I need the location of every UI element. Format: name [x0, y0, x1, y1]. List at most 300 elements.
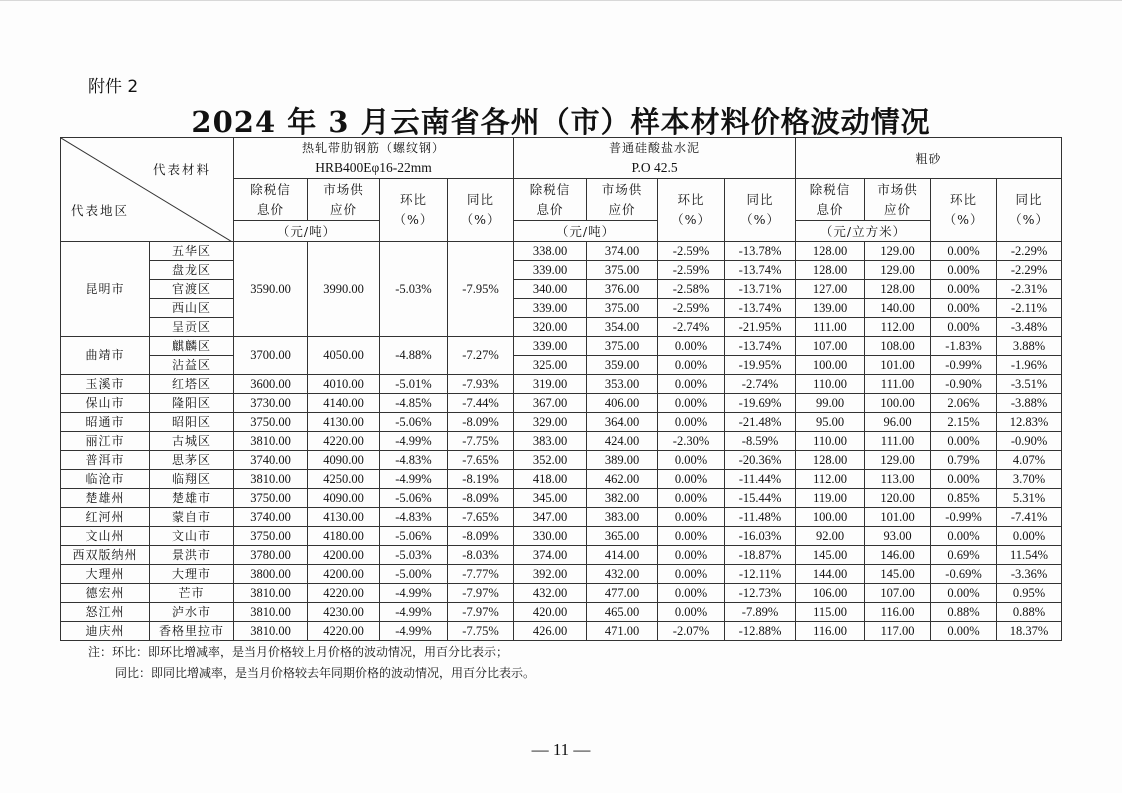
district-cell: 红塔区	[150, 375, 234, 394]
cement-value-cell: 375.00	[587, 261, 658, 280]
steel-value-cell: -8.09%	[448, 413, 514, 432]
cement-value-cell: 319.00	[514, 375, 587, 394]
cement-value-cell: -13.74%	[725, 299, 796, 318]
cement-value-cell: 414.00	[587, 546, 658, 565]
steel-market-price-header: 市场供 应价	[308, 179, 380, 221]
steel-value-cell: -7.93%	[448, 375, 514, 394]
sand-value-cell: 100.00	[865, 394, 931, 413]
district-cell: 文山市	[150, 527, 234, 546]
sand-value-cell: 0.00%	[931, 432, 997, 451]
city-cell: 昆明市	[61, 242, 150, 337]
steel-value-cell: -8.03%	[448, 546, 514, 565]
table-row	[61, 527, 1062, 546]
city-cell: 玉溪市	[61, 375, 150, 394]
sand-value-cell: 0.85%	[931, 489, 997, 508]
steel-value-cell: 3750.00	[234, 413, 308, 432]
table-row	[61, 413, 1062, 432]
sand-yoy-header: 同比 （%）	[997, 179, 1062, 242]
steel-value-cell: -4.85%	[380, 394, 448, 413]
sand-value-cell: 0.00%	[931, 622, 997, 641]
table-row	[61, 242, 1062, 261]
sand-value-cell: 129.00	[865, 451, 931, 470]
sand-value-cell: 111.00	[865, 432, 931, 451]
steel-value-cell: -5.06%	[380, 527, 448, 546]
sand-value-cell: 116.00	[865, 603, 931, 622]
cement-value-cell: -20.36%	[725, 451, 796, 470]
cement-value-cell: -13.74%	[725, 337, 796, 356]
district-cell: 蒙自市	[150, 508, 234, 527]
sand-value-cell: 0.88%	[997, 603, 1062, 622]
steel-value-cell: -5.01%	[380, 375, 448, 394]
sand-value-cell: 0.00%	[931, 318, 997, 337]
cement-value-cell: 432.00	[587, 565, 658, 584]
sand-value-cell: 11.54%	[997, 546, 1062, 565]
cement-value-cell: 0.00%	[658, 527, 725, 546]
district-cell: 楚雄市	[150, 489, 234, 508]
sand-value-cell: 101.00	[865, 508, 931, 527]
sand-value-cell: 96.00	[865, 413, 931, 432]
cement-value-cell: -2.59%	[658, 242, 725, 261]
steel-value-cell: -5.06%	[380, 413, 448, 432]
city-cell: 曲靖市	[61, 337, 150, 375]
cement-value-cell: 382.00	[587, 489, 658, 508]
note-mom: 注：环比：即环比增减率，是当月价格较上月价格的波动情况，用百分比表示；	[88, 645, 509, 659]
steel-value-cell: 3730.00	[234, 394, 308, 413]
cement-value-cell: -18.87%	[725, 546, 796, 565]
steel-value-cell: 3810.00	[234, 603, 308, 622]
material-header-steel: 热轧带肋钢筋（螺纹钢） HRB400Eφ16-22mm	[234, 138, 514, 179]
city-cell: 大理州	[61, 565, 150, 584]
steel-value-cell: 3740.00	[234, 508, 308, 527]
steel-mom-header: 环比 （%）	[380, 179, 448, 242]
steel-tax-price-header: 除税信 息价	[234, 179, 308, 221]
cement-value-cell: 0.00%	[658, 375, 725, 394]
steel-value-cell: 3810.00	[234, 584, 308, 603]
sand-value-cell: 93.00	[865, 527, 931, 546]
sand-mom-header: 环比 （%）	[931, 179, 997, 242]
cement-value-cell: 465.00	[587, 603, 658, 622]
table-row	[61, 489, 1062, 508]
cement-value-cell: 0.00%	[658, 394, 725, 413]
cement-value-cell: 406.00	[587, 394, 658, 413]
table-row	[61, 508, 1062, 527]
cement-value-cell: 420.00	[514, 603, 587, 622]
steel-value-cell: 3750.00	[234, 489, 308, 508]
steel-value-cell: -7.75%	[448, 432, 514, 451]
steel-value-cell: -7.97%	[448, 603, 514, 622]
sand-value-cell: 129.00	[865, 261, 931, 280]
city-cell: 昭通市	[61, 413, 150, 432]
attachment-label: 附件 2	[88, 77, 139, 97]
district-cell: 五华区	[150, 242, 234, 261]
cement-value-cell: -12.88%	[725, 622, 796, 641]
district-cell: 隆阳区	[150, 394, 234, 413]
sand-value-cell: 92.00	[796, 527, 865, 546]
sand-value-cell: 145.00	[865, 565, 931, 584]
district-cell: 香格里拉市	[150, 622, 234, 641]
city-cell: 楚雄州	[61, 489, 150, 508]
district-cell: 盘龙区	[150, 261, 234, 280]
cement-value-cell: 418.00	[514, 470, 587, 489]
table-row	[61, 546, 1062, 565]
sand-value-cell: 127.00	[796, 280, 865, 299]
rep-material-label: 代表材料	[152, 162, 211, 177]
district-cell: 麒麟区	[150, 337, 234, 356]
cement-value-cell: 0.00%	[658, 584, 725, 603]
sand-value-cell: 0.00%	[931, 584, 997, 603]
sand-value-cell: 107.00	[865, 584, 931, 603]
sand-value-cell: 0.79%	[931, 451, 997, 470]
table-row	[61, 356, 1062, 375]
steel-value-cell: 4230.00	[308, 603, 380, 622]
cement-value-cell: 359.00	[587, 356, 658, 375]
cement-value-cell: -11.44%	[725, 470, 796, 489]
sand-value-cell: 140.00	[865, 299, 931, 318]
steel-value-cell: 3810.00	[234, 432, 308, 451]
cement-value-cell: 339.00	[514, 299, 587, 318]
cement-value-cell: -13.71%	[725, 280, 796, 299]
corner-header	[61, 138, 234, 242]
sand-value-cell: -2.29%	[997, 261, 1062, 280]
cement-value-cell: 320.00	[514, 318, 587, 337]
sand-value-cell: 0.00%	[931, 261, 997, 280]
sand-value-cell: 145.00	[796, 546, 865, 565]
sand-value-cell: 3.88%	[997, 337, 1062, 356]
table-row	[61, 280, 1062, 299]
cement-value-cell: -21.95%	[725, 318, 796, 337]
cement-value-cell: -2.74%	[725, 375, 796, 394]
steel-value-cell: 4200.00	[308, 565, 380, 584]
sand-value-cell: -1.96%	[997, 356, 1062, 375]
sand-value-cell: -0.69%	[931, 565, 997, 584]
sand-value-cell: 108.00	[865, 337, 931, 356]
sand-value-cell: -3.51%	[997, 375, 1062, 394]
sand-value-cell: 139.00	[796, 299, 865, 318]
cement-value-cell: 477.00	[587, 584, 658, 603]
steel-unit-header: （元/吨）	[234, 221, 380, 242]
sand-value-cell: -0.90%	[931, 375, 997, 394]
sand-value-cell: 0.69%	[931, 546, 997, 565]
cement-value-cell: 375.00	[587, 299, 658, 318]
steel-value-cell: 3810.00	[234, 622, 308, 641]
cement-value-cell: -2.74%	[658, 318, 725, 337]
cement-value-cell: 0.00%	[658, 489, 725, 508]
sand-value-cell: 117.00	[865, 622, 931, 641]
sand-value-cell: 110.00	[796, 375, 865, 394]
steel-value-cell: -4.83%	[380, 508, 448, 527]
steel-value-cell: 4130.00	[308, 508, 380, 527]
sand-tax-price-header: 除税信 息价	[796, 179, 865, 221]
sand-unit-header: （元/立方米）	[796, 221, 931, 242]
table-row	[61, 470, 1062, 489]
steel-value-cell: -4.83%	[380, 451, 448, 470]
cement-value-cell: 383.00	[587, 508, 658, 527]
cement-value-cell: 374.00	[587, 242, 658, 261]
cement-value-cell: 0.00%	[658, 337, 725, 356]
table-row	[61, 337, 1062, 356]
cement-value-cell: 389.00	[587, 451, 658, 470]
sand-value-cell: 4.07%	[997, 451, 1062, 470]
district-cell: 临翔区	[150, 470, 234, 489]
steel-value-cell: -7.95%	[448, 242, 514, 337]
district-cell: 泸水市	[150, 603, 234, 622]
table-row	[61, 565, 1062, 584]
cement-value-cell: 353.00	[587, 375, 658, 394]
steel-value-cell: 4180.00	[308, 527, 380, 546]
steel-value-cell: -8.09%	[448, 489, 514, 508]
sand-value-cell: 0.00%	[931, 242, 997, 261]
sand-value-cell: 12.83%	[997, 413, 1062, 432]
cement-value-cell: 0.00%	[658, 413, 725, 432]
steel-value-cell: 4250.00	[308, 470, 380, 489]
cement-value-cell: -13.78%	[725, 242, 796, 261]
cement-value-cell: -13.74%	[725, 261, 796, 280]
city-cell: 保山市	[61, 394, 150, 413]
sand-value-cell: 113.00	[865, 470, 931, 489]
steel-value-cell: 3990.00	[308, 242, 380, 337]
sand-value-cell: -7.41%	[997, 508, 1062, 527]
cement-value-cell: 0.00%	[658, 508, 725, 527]
sand-value-cell: 100.00	[796, 508, 865, 527]
notes	[88, 642, 535, 684]
note-yoy: 同比：即同比增减率，是当月价格较去年同期价格的波动情况，用百分比表示。	[115, 666, 536, 680]
cement-unit-header: （元/吨）	[514, 221, 658, 242]
steel-value-cell: 3810.00	[234, 470, 308, 489]
material-header-sand: 粗砂	[796, 138, 1062, 179]
sand-value-cell: -3.88%	[997, 394, 1062, 413]
cement-value-cell: -8.59%	[725, 432, 796, 451]
cement-value-cell: 345.00	[514, 489, 587, 508]
steel-value-cell: 3800.00	[234, 565, 308, 584]
steel-value-cell: 3740.00	[234, 451, 308, 470]
steel-value-cell: -4.99%	[380, 603, 448, 622]
cement-value-cell: 339.00	[514, 337, 587, 356]
cement-value-cell: -2.58%	[658, 280, 725, 299]
sand-value-cell: 0.95%	[997, 584, 1062, 603]
steel-value-cell: 3780.00	[234, 546, 308, 565]
steel-value-cell: -7.44%	[448, 394, 514, 413]
sand-value-cell: 0.00%	[931, 280, 997, 299]
table-row	[61, 394, 1062, 413]
steel-value-cell: 3590.00	[234, 242, 308, 337]
sand-value-cell: 111.00	[796, 318, 865, 337]
steel-value-cell: -7.27%	[448, 337, 514, 375]
table-row	[61, 432, 1062, 451]
table-row	[61, 622, 1062, 641]
district-cell: 芒市	[150, 584, 234, 603]
sand-value-cell: 111.00	[865, 375, 931, 394]
sand-value-cell: 112.00	[865, 318, 931, 337]
cement-value-cell: 338.00	[514, 242, 587, 261]
cement-value-cell: 462.00	[587, 470, 658, 489]
city-cell: 文山州	[61, 527, 150, 546]
steel-value-cell: -5.03%	[380, 242, 448, 337]
cement-value-cell: 383.00	[514, 432, 587, 451]
sand-value-cell: 0.00%	[997, 527, 1062, 546]
sand-value-cell: 128.00	[865, 280, 931, 299]
cement-value-cell: -7.89%	[725, 603, 796, 622]
district-cell: 思茅区	[150, 451, 234, 470]
sand-value-cell: -3.36%	[997, 565, 1062, 584]
cement-value-cell: -12.73%	[725, 584, 796, 603]
steel-value-cell: -7.75%	[448, 622, 514, 641]
sand-value-cell: 95.00	[796, 413, 865, 432]
steel-value-cell: -4.99%	[380, 622, 448, 641]
steel-value-cell: -5.06%	[380, 489, 448, 508]
cement-value-cell: 392.00	[514, 565, 587, 584]
sand-value-cell: 106.00	[796, 584, 865, 603]
cement-value-cell: 0.00%	[658, 565, 725, 584]
cement-value-cell: 375.00	[587, 337, 658, 356]
city-cell: 红河州	[61, 508, 150, 527]
sand-value-cell: 115.00	[796, 603, 865, 622]
steel-value-cell: 3600.00	[234, 375, 308, 394]
city-cell: 普洱市	[61, 451, 150, 470]
sand-value-cell: -0.99%	[931, 356, 997, 375]
cement-value-cell: -15.44%	[725, 489, 796, 508]
cement-value-cell: -21.48%	[725, 413, 796, 432]
steel-value-cell: 3700.00	[234, 337, 308, 375]
district-cell: 呈贡区	[150, 318, 234, 337]
steel-value-cell: -5.00%	[380, 565, 448, 584]
cement-value-cell: 424.00	[587, 432, 658, 451]
sand-value-cell: 3.70%	[997, 470, 1062, 489]
steel-value-cell: 4010.00	[308, 375, 380, 394]
table-row	[61, 584, 1062, 603]
sand-value-cell: -2.31%	[997, 280, 1062, 299]
district-cell: 昭阳区	[150, 413, 234, 432]
page-title: 2024 年 3 月云南省各州（市）样本材料价格波动情况	[191, 105, 931, 139]
cement-value-cell: 354.00	[587, 318, 658, 337]
steel-value-cell: -5.03%	[380, 546, 448, 565]
steel-value-cell: 4090.00	[308, 451, 380, 470]
sand-value-cell: 0.00%	[931, 527, 997, 546]
cement-value-cell: 325.00	[514, 356, 587, 375]
sand-value-cell: 0.00%	[931, 470, 997, 489]
steel-value-cell: 4050.00	[308, 337, 380, 375]
diagonal-line	[61, 138, 234, 242]
cement-value-cell: 352.00	[514, 451, 587, 470]
sand-value-cell: 101.00	[865, 356, 931, 375]
cement-value-cell: 367.00	[514, 394, 587, 413]
steel-value-cell: 4130.00	[308, 413, 380, 432]
sand-value-cell: -2.11%	[997, 299, 1062, 318]
cement-value-cell: 339.00	[514, 261, 587, 280]
sand-value-cell: 110.00	[796, 432, 865, 451]
district-cell: 景洪市	[150, 546, 234, 565]
cement-value-cell: 330.00	[514, 527, 587, 546]
steel-value-cell: -8.09%	[448, 527, 514, 546]
price-table	[60, 137, 1062, 641]
city-cell: 临沧市	[61, 470, 150, 489]
sand-value-cell: 107.00	[796, 337, 865, 356]
sand-value-cell: 128.00	[796, 261, 865, 280]
material-header-cement: 普通硅酸盐水泥 P.O 42.5	[514, 138, 796, 179]
sand-value-cell: 120.00	[865, 489, 931, 508]
cement-value-cell: -12.11%	[725, 565, 796, 584]
sand-value-cell: 129.00	[865, 242, 931, 261]
cement-value-cell: -2.30%	[658, 432, 725, 451]
cement-value-cell: 0.00%	[658, 470, 725, 489]
sand-value-cell: -2.29%	[997, 242, 1062, 261]
district-cell: 西山区	[150, 299, 234, 318]
steel-value-cell: -4.88%	[380, 337, 448, 375]
city-cell: 西双版纳州	[61, 546, 150, 565]
sand-value-cell: 2.15%	[931, 413, 997, 432]
sand-value-cell: 2.06%	[931, 394, 997, 413]
sand-value-cell: -3.48%	[997, 318, 1062, 337]
cement-value-cell: -19.95%	[725, 356, 796, 375]
sand-value-cell: 0.00%	[931, 299, 997, 318]
sand-value-cell: 128.00	[796, 242, 865, 261]
steel-value-cell: -7.65%	[448, 451, 514, 470]
steel-value-cell: 3750.00	[234, 527, 308, 546]
table-row	[61, 299, 1062, 318]
cement-value-cell: 340.00	[514, 280, 587, 299]
cement-value-cell: 426.00	[514, 622, 587, 641]
steel-value-cell: -7.77%	[448, 565, 514, 584]
city-cell: 丽江市	[61, 432, 150, 451]
cement-value-cell: 365.00	[587, 527, 658, 546]
steel-value-cell: -4.99%	[380, 432, 448, 451]
steel-value-cell: 4220.00	[308, 432, 380, 451]
page-number: — 11 —	[531, 740, 591, 759]
steel-yoy-header: 同比 （%）	[448, 179, 514, 242]
table-row	[61, 451, 1062, 470]
table-row	[61, 318, 1062, 337]
cement-value-cell: 0.00%	[658, 603, 725, 622]
sand-value-cell: 18.37%	[997, 622, 1062, 641]
steel-value-cell: -8.19%	[448, 470, 514, 489]
sand-value-cell: -1.83%	[931, 337, 997, 356]
steel-value-cell: -4.99%	[380, 584, 448, 603]
city-cell: 德宏州	[61, 584, 150, 603]
sand-value-cell: 144.00	[796, 565, 865, 584]
sand-value-cell: 100.00	[796, 356, 865, 375]
district-cell: 古城区	[150, 432, 234, 451]
cement-value-cell: -2.59%	[658, 299, 725, 318]
steel-value-cell: 4140.00	[308, 394, 380, 413]
cement-value-cell: 374.00	[514, 546, 587, 565]
steel-value-cell: 4220.00	[308, 622, 380, 641]
cement-value-cell: 0.00%	[658, 451, 725, 470]
table-row	[61, 261, 1062, 280]
cement-value-cell: 364.00	[587, 413, 658, 432]
cement-tax-price-header: 除税信 息价	[514, 179, 587, 221]
sand-value-cell: -0.90%	[997, 432, 1062, 451]
table-row	[61, 375, 1062, 394]
sand-value-cell: 5.31%	[997, 489, 1062, 508]
steel-value-cell: -7.65%	[448, 508, 514, 527]
sand-value-cell: 116.00	[796, 622, 865, 641]
cement-value-cell: -19.69%	[725, 394, 796, 413]
cement-value-cell: 432.00	[514, 584, 587, 603]
steel-value-cell: -4.99%	[380, 470, 448, 489]
sand-value-cell: 146.00	[865, 546, 931, 565]
cement-value-cell: -16.03%	[725, 527, 796, 546]
sand-value-cell: -0.99%	[931, 508, 997, 527]
cement-value-cell: 471.00	[587, 622, 658, 641]
cement-value-cell: 376.00	[587, 280, 658, 299]
city-cell: 怒江州	[61, 603, 150, 622]
cement-value-cell: 347.00	[514, 508, 587, 527]
cement-mom-header: 环比 （%）	[658, 179, 725, 242]
sand-value-cell: 119.00	[796, 489, 865, 508]
cement-value-cell: 329.00	[514, 413, 587, 432]
table-row	[61, 603, 1062, 622]
district-cell: 官渡区	[150, 280, 234, 299]
cement-value-cell: -2.59%	[658, 261, 725, 280]
